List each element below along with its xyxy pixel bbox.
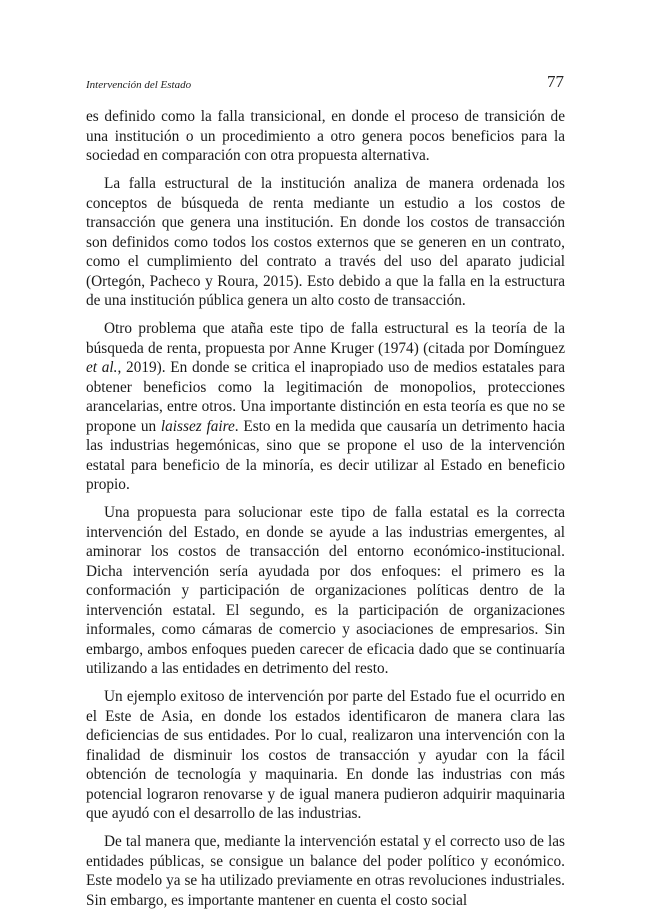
paragraph [86,503,565,679]
paragraph-text: La falla estructural de la institución analiza de manera ordenada los conceptos de búsqueda de renta mediante un estudio a los costos de transacción que genera una institución. En donde los costos de transacción son definidos como todos los costos externos que se generen en un contrato, como el cumplimiento del contrato a través del uso del aparato judicial (Ortegón, Pacheco y Roura, 2015). Esto debido a que la falla en la estructura de una institución pública genera un alto costo de transacción. [86,175,565,309]
paragraph-text: Otro problema que ataña este tipo de falla estructural es la teoría de la búsqueda de renta, propuesta por Anne Kruger (1974) (citada por Domínguez [86,320,565,357]
italic-text: laissez faire [160,417,235,435]
paragraph [86,174,565,311]
paragraph-text: . Esto en la medida que causaría un detrimento hacia las industrias hegemónicas, sino que se propone el uso de la intervención estatal para beneficio de la minoría, es decir utilizar al Estado en beneficio propio. [86,417,565,493]
paragraph [86,832,565,910]
italic-text: et al. [86,359,118,376]
paragraph-text: , 2019). En donde se critica el inapropiado uso de medios estatales para obtener beneficios como la legitimación de monopolios, protecciones arancelarias, entre otros. Una importante distinción en esta teoría es que no se propone un [86,359,566,435]
body-text [86,107,565,910]
paragraph-text: es definido como la falla transicional, en donde el proceso de transición de una institución o un procedimiento a otro genera pocos beneficios para la sociedad en comparación con otra propuesta alternativa. [86,108,565,164]
page-number: 77 [547,72,564,91]
running-title: Intervención del Estado [86,79,192,91]
paragraph [86,319,565,495]
paragraph-text: De tal manera que, mediante la intervención estatal y el correcto uso de las entidades públicas, se consigue un balance del poder político y económico. Este modelo ya se ha utilizado previamente en otras revoluciones industriales. Sin embargo, es importante mantener en cuenta el costo social [86,833,565,909]
paragraph-text: Una propuesta para solucionar este tipo de falla estatal es la correcta intervención del Estado, en donde se ayude a las industrias emergentes, al aminorar los costos de transacción del entorno económico-institucional. Dicha intervención sería ayudada por dos enfoques: el primero es la conformación y participación de organizaciones políticas dentro de la intervención estatal. El segundo, es la participación de organizaciones informales, como cámaras de comercio y asociaciones de empresarios. Sin embargo, ambos enfoques pueden carecer de eficacia dado que se continuaría utilizando a las entidades en detrimento del resto. [86,504,565,677]
paragraph-text: Un ejemplo exitoso de intervención por parte del Estado fue el ocurrido en el Este de Asia, en donde los estados identificaron de manera clara las deficiencias de sus entidades. Por lo cual, realizaron una intervención con la finalidad de disminuir los costos de transacción y ayudar con la fácil obtención de tecnología y maquinaria. En donde las industrias con más potencial lograron renovarse y de igual manera pudieron adquirir maquinaria que ayudó con el desarrollo de las industrias. [86,688,565,822]
paragraph [86,687,565,824]
paragraph [86,107,565,166]
